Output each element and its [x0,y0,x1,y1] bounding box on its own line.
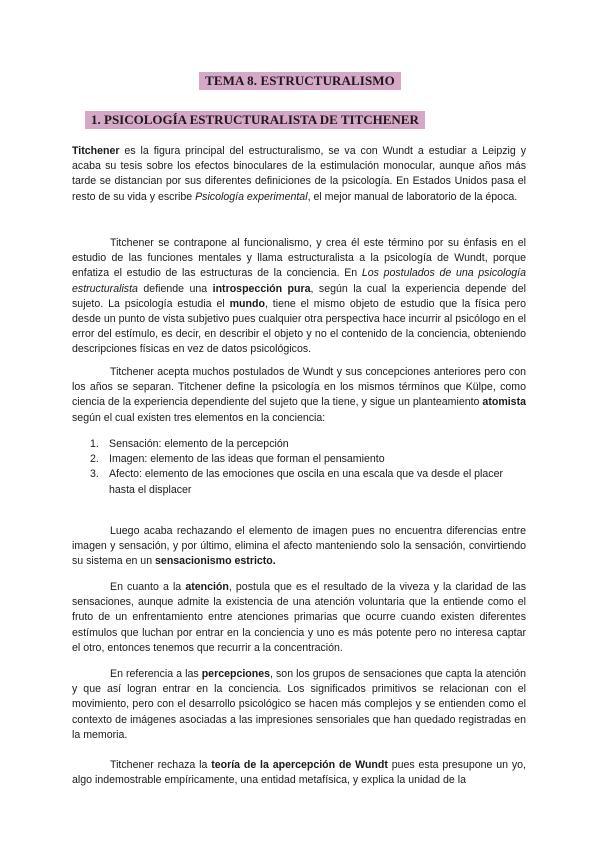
paragraph-6: En referencia a las percepciones, son los grupos de sensaciones que capta la atención y que así logran entrar en la conciencia. Los significados primitivos se relacionan con el movimiento, pero con el desarrollo psicológico se hacen más complejos y se entienden como el contexto de imágenes asociadas a las impresiones sensoriales que han quedado registradas en la memoria. [72,668,526,741]
term: sensacionismo estricto. [155,555,276,568]
term: mundo [229,297,265,310]
paragraph-4: Luego acaba rechazando el elemento de imagen pues no encuentra diferencias entre imagen y sensación, y por último, elimina el afecto manteniendo solo la sensación, convirtiendo su sistema en un sensacionismo estricto. [72,525,526,568]
term: atomista [482,396,526,409]
term: introspección pura [212,282,311,295]
paragraph-5: En cuanto a la atención, postula que es el resultado de la viveza y la claridad de las sensaciones, aunque admite la existencia de una atención voluntaria que la entiende como el fruto de un enfrentamiento entre atenciones primarias que ocurre cuando existen diferentes estímulos que luchan por entrar en la conciencia y uno es más potente pero no interesa captar el otro, entonces tenemos que recurrir a la concentración. [72,581,526,654]
term: percepciones [201,668,271,680]
section-heading: 1. PSICOLOGÍA ESTRUCTURALISTA DE TITCHENER [85,111,425,129]
term-titchener: Titchener [72,145,120,157]
term: teoría de la apercepción de Wundt [211,759,388,771]
term: atención [185,581,229,593]
paragraph-1: Titchener es la figura principal del estructuralismo, se va con Wundt a estudiar a Leipzig y acaba su tesis sobre los efectos binoculares de la estimulación monocular, aunque años más tarde se distancian por sus diferentes definiciones de la psicología. En Estados Unidos pasa el resto de su vida y escribe Psicología experimental, el mejor manual de laboratorio de la época. [72,145,526,203]
elements-list [72,437,526,498]
paragraph-7: Titchener rechaza la teoría de la apercepción de Wundt pues esta presupone un yo, algo indemostrable empíricamente, una entidad metafísica, y explica la unidad de la [72,759,526,787]
book-title: Los postulados de una psicología estructuralista [72,267,526,295]
paragraph-3: Titchener acepta muchos postulados de Wundt y sus concepciones anteriores pero con los años se separan. Titchener define la psicología en los mismos términos que Külpe, como ciencia de la experiencia dependiente del sujeto que la tiene, y sigue un planteamiento atomista según el cual existen tres elementos en la conciencia: [72,366,526,424]
book-title: Psicología experimental [195,190,308,203]
list-item: 1. Sensación: elemento de la percepción [90,438,289,450]
list-item: 3. Afecto: elemento de las emociones que oscila en una escala que va desde el placer hasta el displacer [90,468,503,496]
list-item: 2. Imagen: elemento de las ideas que forman el pensamiento [90,453,385,466]
paragraph-2: Titchener se contrapone al funcionalismo, y crea él este término por su énfasis en el estudio de las funciones mentales y llama estructuralista a la psicología de Wundt, porque enfatiza el estudio de las estructuras de la conciencia. En Los postulados de una psicología estructuralista defiende una introspección pura, según la cual la experiencia depende del sujeto. La psicología estudia el mundo, tiene el mismo objeto de estudio que la física pero desde un punto de vista subjetivo pues cualquier otra perspectiva hace incurrir al psicólogo en el error del estímulo, es decir, en describir el objeto y no el contenido de la conciencia, obteniendo descripciones físicas en vez de datos psicológicos. [72,237,526,356]
page-title: TEMA 8. ESTRUCTURALISMO [199,72,401,90]
